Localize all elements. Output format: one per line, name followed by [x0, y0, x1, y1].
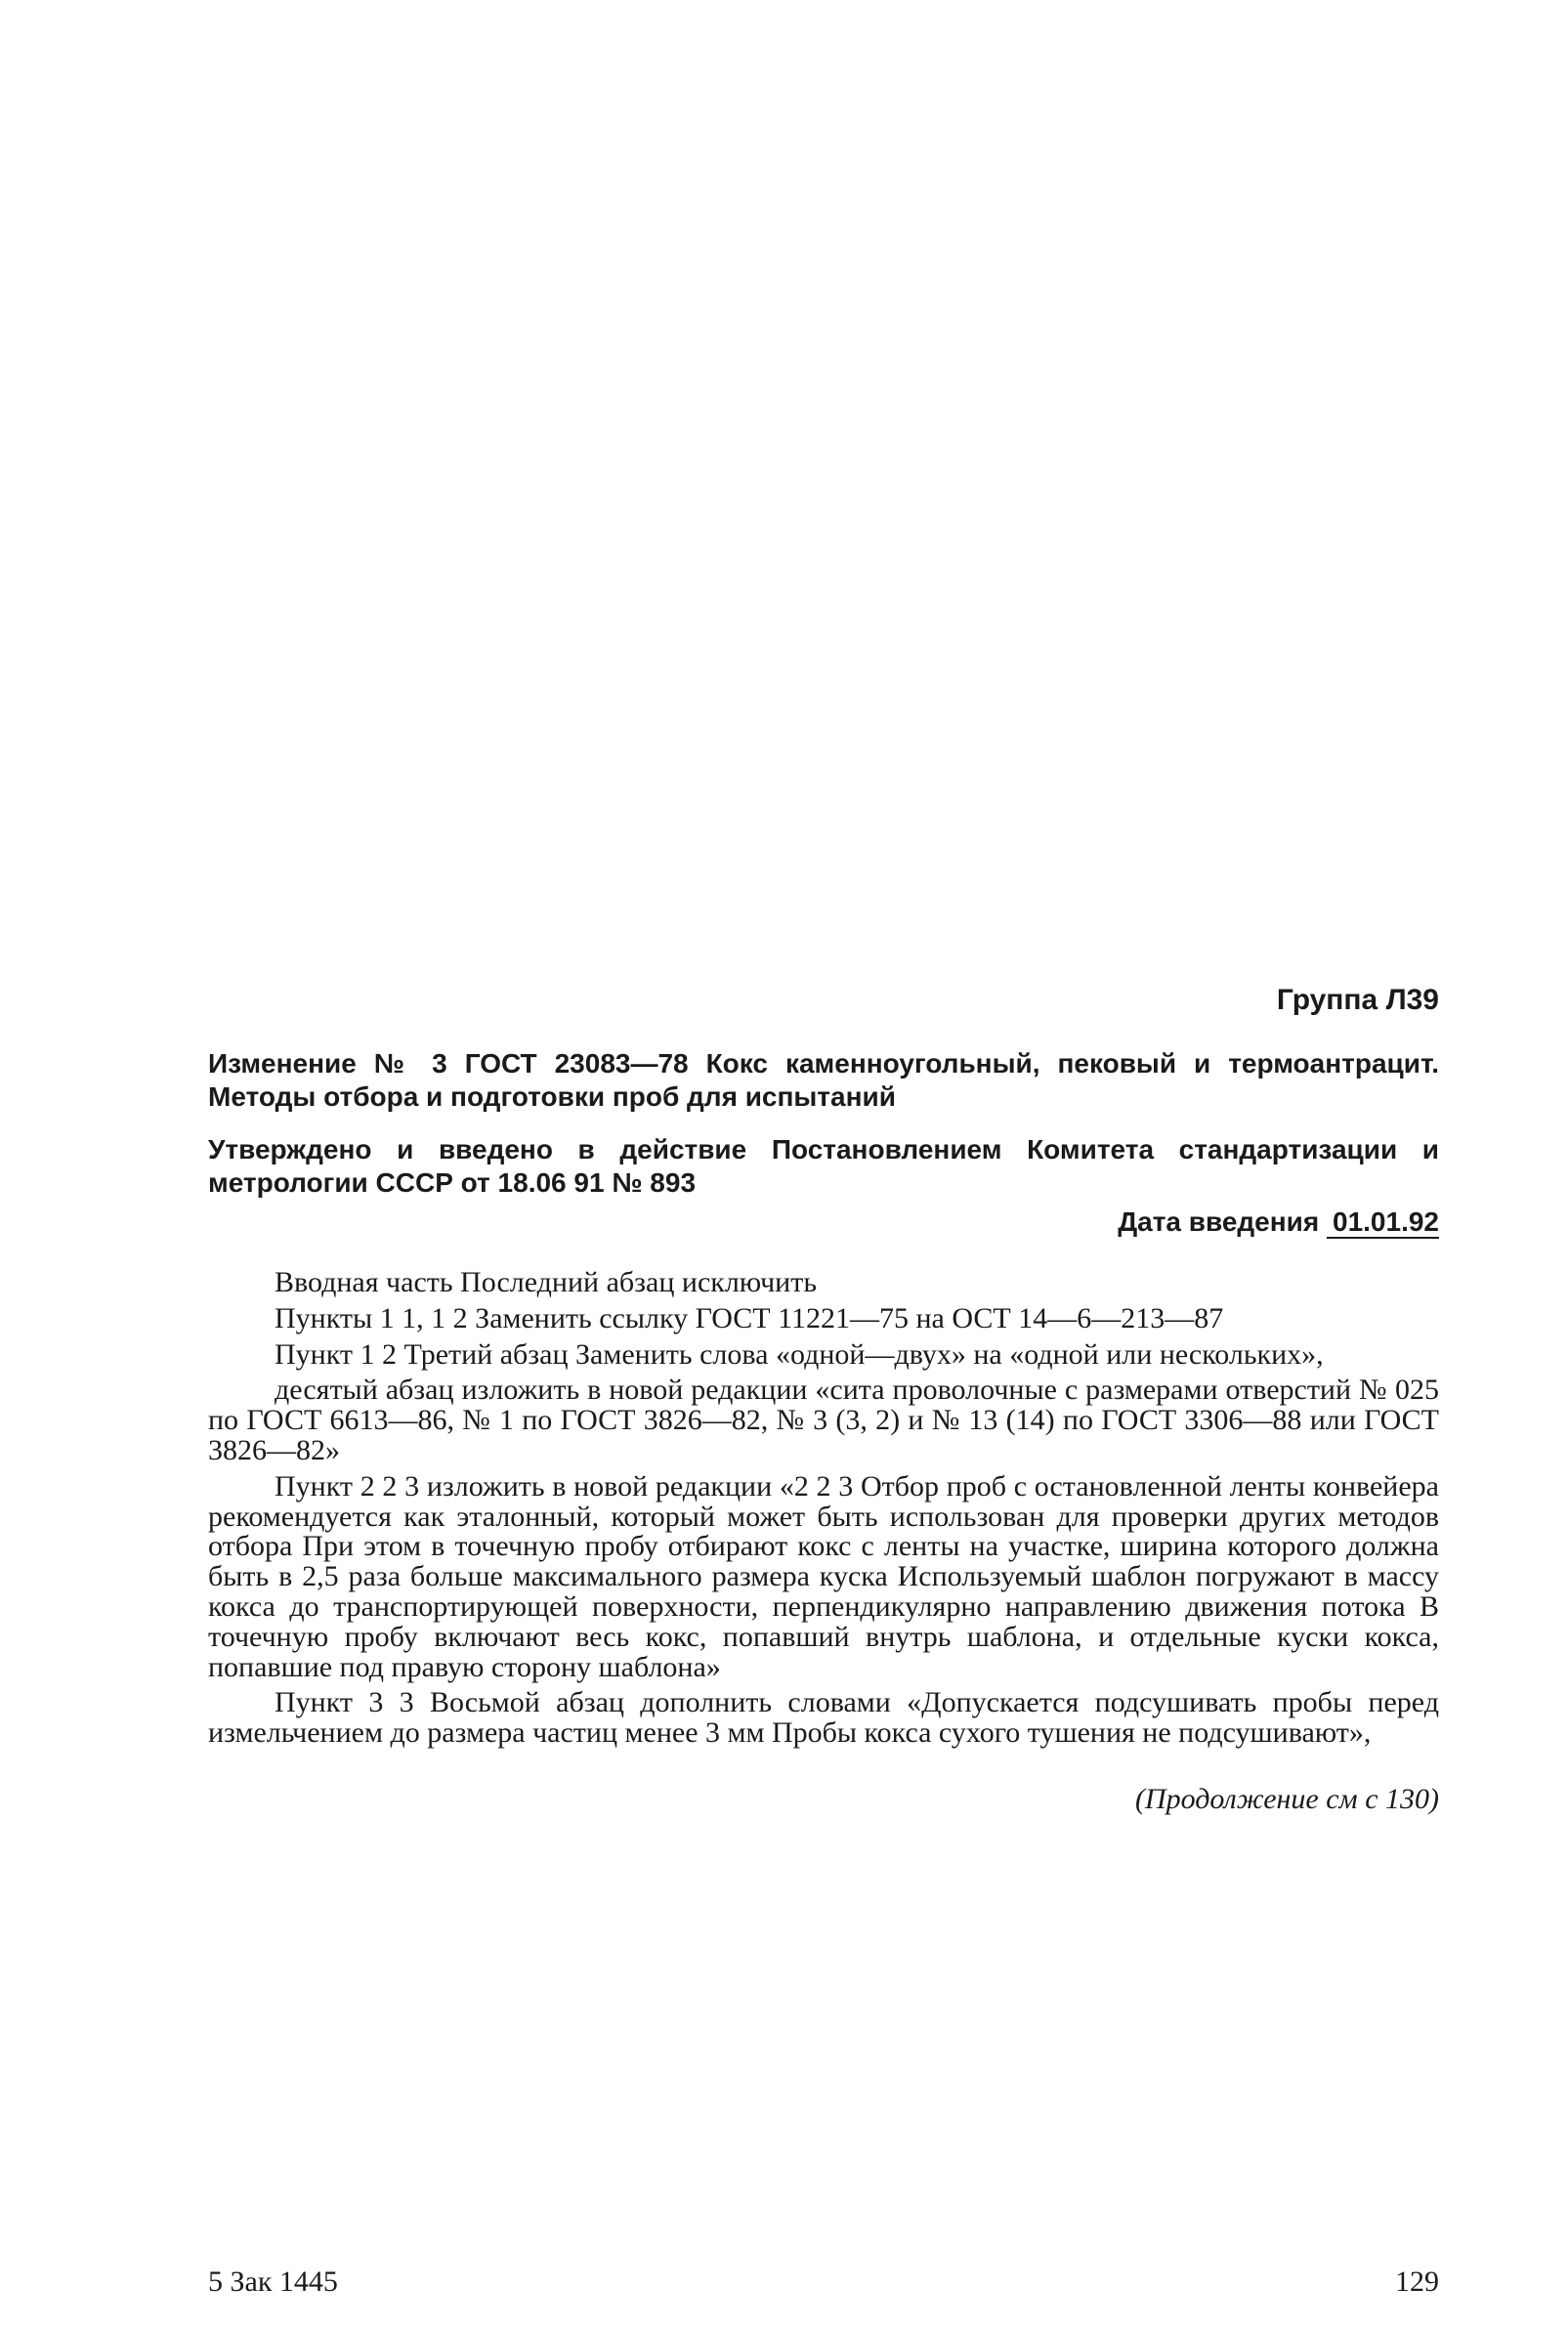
paragraph: Вводная часть Последний абзац исключить [275, 1266, 818, 1298]
paragraph: Пункт 2 2 3 изложить в новой редакции «2 2 3 Отбор проб с остановленной ленты конвейера рекомендуется как эталонный, который может быть использован для проверки других методов отбора При этом в точечную пробу отбирают кокс с ленты на участке, ширина которого должна быть в 2,5 раза больше максимального размера куска Используемый шаблон погружают в массу кокса до транспортирующей поверхности, перпендикулярно направлению движения потока В точечную пробу включают весь кокс, попавший внутрь шаблона, и отдельные куски кокса, попавшие под правую сторону шаблона» [208, 1469, 1439, 1683]
paragraph: Пункт 1 2 Третий абзац Заменить слова «одной—двух» на «одной или нескольких», [275, 1337, 1324, 1371]
paragraph: Пункт 3 3 Восьмой абзац дополнить словами «Допускается подсушивать пробы перед измельчением до размера частиц менее 3 мм Пробы кокса сухого тушения не подсушивают», [208, 1686, 1439, 1750]
amendment-body [208, 1268, 1439, 1749]
effective-date-label: Дата введения [1118, 1206, 1320, 1237]
group-label: Группа Л39 [1276, 984, 1439, 1016]
effective-date [208, 1206, 1439, 1239]
paragraph: Пункты 1 1, 1 2 Заменить ссылку ГОСТ 11221—75 на ОСТ 14—6—213—87 [275, 1301, 1224, 1334]
continuation-note: (Продолжение см с 130) [1134, 1782, 1439, 1815]
order-number: 5 Зак 1445 [208, 2265, 338, 2298]
document-page [208, 983, 1439, 1817]
amendment-title: Изменение № 3 ГОСТ 23083—78 Кокс каменноугольный, пековый и термоантрацит. Методы отбора и подготовки проб для испытаний [208, 1048, 1439, 1112]
effective-date-value: 01.01.92 [1327, 1206, 1439, 1239]
page-number: 129 [1395, 2265, 1439, 2298]
approval-statement: Утверждено и введено в действие Постановлением Комитета стандартизации и метрологии СССР от 18.06 91 № 893 [208, 1134, 1439, 1198]
paragraph: десятый абзац изложить в новой редакции «сита проволочные с размерами отверстий № 025 по ГОСТ 6613—86, № 1 по ГОСТ 3826—82, № 3 (3, 2) и № 13 (14) по ГОСТ 3306—88 или ГОСТ 3826—82» [208, 1374, 1439, 1466]
